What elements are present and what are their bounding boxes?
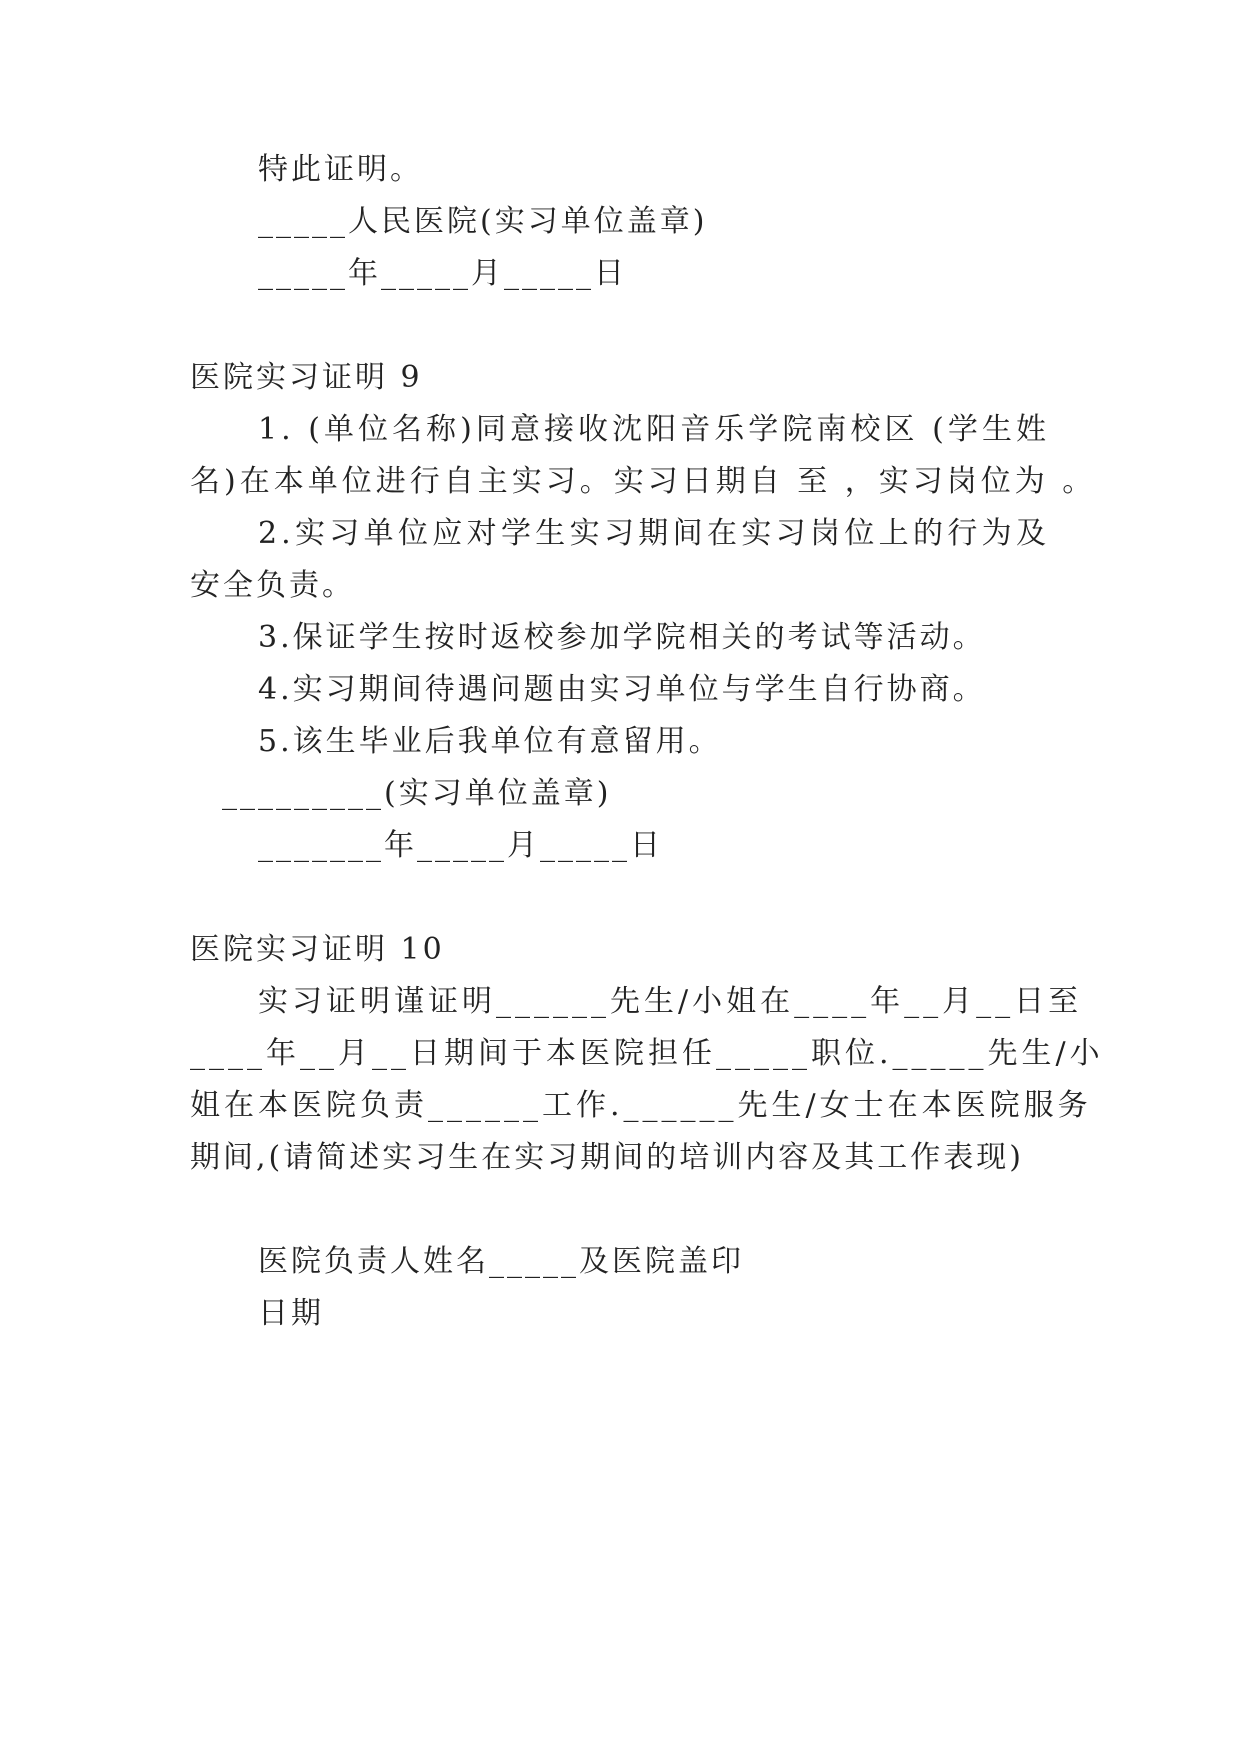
section-10-paragraph-line-4: 期间,(请简述实习生在实习期间的培训内容及其工作表现) bbox=[190, 1140, 1024, 1175]
section-10-paragraph-line-1: 实习证明谨证明______先生/小姐在____年__月__日至 bbox=[258, 984, 1083, 1019]
section-9-item-1-line-1: 1. (单位名称)同意接收沈阳音乐学院南校区 (学生姓 bbox=[258, 412, 1050, 447]
section-9-stamp-line: _________(实习单位盖章) bbox=[222, 776, 612, 811]
section-10-signer-line: 医院负责人姓名_____及医院盖印 bbox=[258, 1244, 744, 1279]
date-line: _____年_____月_____日 bbox=[258, 256, 627, 291]
section-9-title: 医院实习证明 9 bbox=[190, 360, 423, 395]
section-10-paragraph-line-3: 姐在本医院负责______工作.______先生/女士在本医院服务 bbox=[190, 1088, 1092, 1123]
section-9-date-line: _______年_____月_____日 bbox=[258, 828, 663, 863]
section-10-title: 医院实习证明 10 bbox=[190, 932, 445, 967]
closing-statement: 特此证明。 bbox=[258, 152, 423, 187]
section-10-date-label: 日期 bbox=[258, 1296, 324, 1331]
section-9-item-3: 3.保证学生按时返校参加学院相关的考试等活动。 bbox=[258, 620, 986, 655]
hospital-stamp-line: _____人民医院(实习单位盖章) bbox=[258, 204, 708, 239]
section-9-item-4: 4.实习期间待遇问题由实习单位与学生自行协商。 bbox=[258, 672, 986, 707]
section-9-item-5: 5.该生毕业后我单位有意留用。 bbox=[258, 724, 722, 759]
section-9-item-2-line-1: 2.实习单位应对学生实习期间在实习岗位上的行为及 bbox=[258, 516, 1050, 551]
section-9-item-2-line-2: 安全负责。 bbox=[190, 568, 355, 603]
section-9-item-1-line-2: 名)在本单位进行自主实习。实习日期自 至 ，实习岗位为 。 bbox=[190, 464, 1097, 499]
section-10-paragraph-line-2: ____年__月__日期间于本医院担任_____职位._____先生/小 bbox=[190, 1036, 1104, 1071]
